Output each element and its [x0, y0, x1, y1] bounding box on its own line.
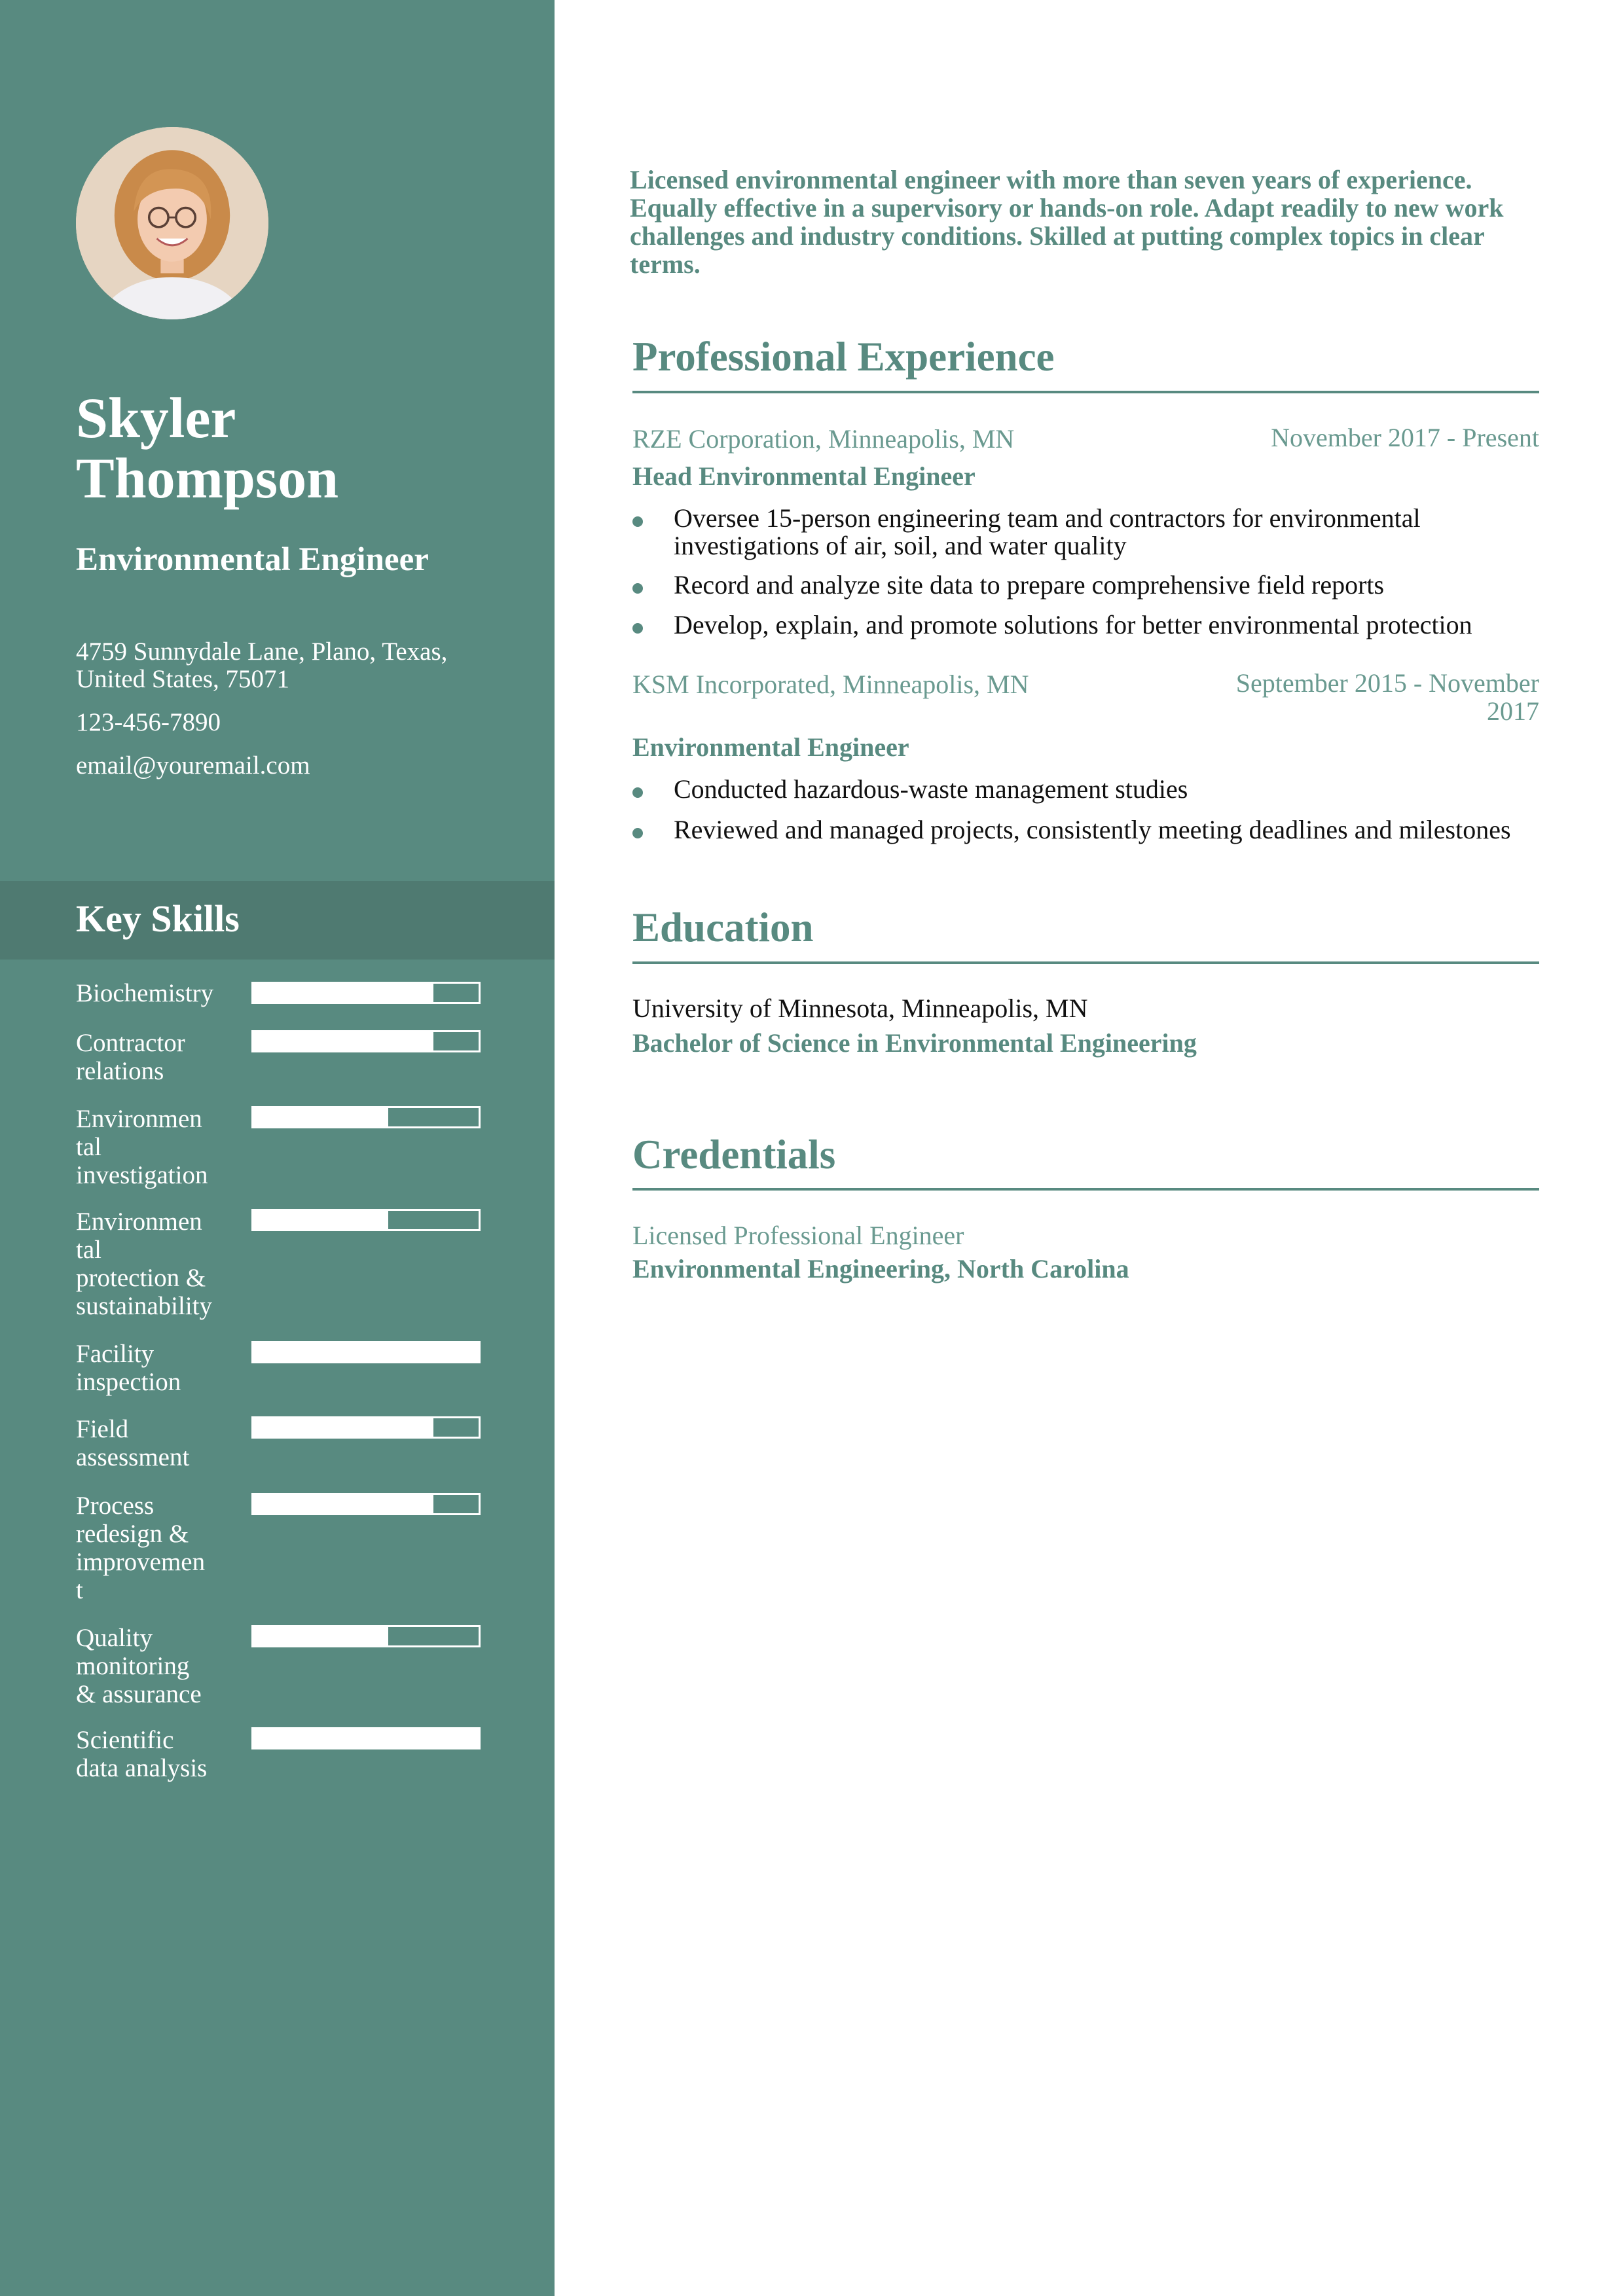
dates-line: 2017 — [1487, 696, 1539, 726]
skill-bar — [251, 1209, 481, 1231]
address-line: United States, 75071 — [76, 665, 290, 693]
skill-bar-fill — [253, 1032, 433, 1050]
skill-label-line: Biochemistry — [76, 979, 214, 1007]
skill-label-line: inspection — [76, 1368, 181, 1396]
bullet-line: Oversee 15-person engineering team and contractors for environmental — [674, 503, 1421, 533]
skill-label-line: monitoring — [76, 1652, 190, 1680]
section-divider — [632, 1188, 1539, 1191]
skill-bar — [251, 1493, 481, 1515]
skill-label-line: redesign & — [76, 1520, 189, 1548]
skill-label-line: Quality — [76, 1624, 153, 1652]
bullet-item — [674, 611, 1544, 639]
company: RZE Corporation, Minneapolis, MN — [632, 424, 1015, 454]
job-title: Environmental Engineer — [632, 732, 909, 762]
bullet-icon — [632, 623, 643, 634]
job-title: Head Environmental Engineer — [632, 461, 976, 491]
skill-bar-fill — [253, 1108, 388, 1126]
bullet-item — [674, 776, 1544, 803]
employment-dates: November 2017 - Present — [1271, 423, 1539, 452]
skill-label — [76, 979, 240, 1007]
portrait-image — [76, 127, 268, 319]
phone: 123-456-7890 — [76, 708, 221, 736]
experience-title: Professional Experience — [632, 334, 1055, 380]
skill-label-line: improvemen — [76, 1548, 206, 1576]
skill-label-line: data analysis — [76, 1754, 208, 1782]
skill-label — [76, 1029, 240, 1085]
address — [76, 638, 495, 693]
bullet-line: Reviewed and managed projects, consistently meeting deadlines and milestones — [674, 815, 1511, 844]
skill-label-line: relations — [76, 1057, 164, 1085]
skill-bar — [251, 982, 481, 1004]
candidate-name — [76, 389, 534, 509]
skill-label-line: Process — [76, 1492, 155, 1520]
bullet-item — [674, 505, 1544, 560]
skill-label-line: Environmen — [76, 1105, 202, 1133]
section-divider — [632, 961, 1539, 964]
company: KSM Incorporated, Minneapolis, MN — [632, 670, 1029, 699]
bullet-icon — [632, 583, 643, 594]
bullet-icon — [632, 828, 643, 838]
skill-label-line: protection & — [76, 1264, 206, 1292]
bullet-icon — [632, 787, 643, 798]
credential-detail: Environmental Engineering, North Carolina — [632, 1254, 1129, 1283]
credential-name: Licensed Professional Engineer — [632, 1221, 964, 1250]
skill-label — [76, 1726, 240, 1782]
sidebar — [0, 0, 555, 2296]
dates-line: September 2015 - November — [1235, 668, 1539, 698]
skill-label — [76, 1624, 240, 1708]
professional-summary — [630, 166, 1559, 278]
skill-bar — [251, 1106, 481, 1128]
skill-label-line: Environmen — [76, 1208, 202, 1236]
bullet-item — [674, 816, 1544, 844]
bullet-item — [674, 571, 1544, 599]
employment-dates — [1165, 669, 1539, 725]
email: email@youremail.com — [76, 751, 310, 780]
skill-label-line: Facility — [76, 1340, 155, 1368]
skill-bar-fill — [253, 1418, 433, 1437]
skill-bar — [251, 1341, 481, 1363]
summary-line: terms. — [630, 249, 701, 279]
section-divider — [632, 391, 1539, 393]
last-name: Thompson — [76, 447, 339, 511]
education-title: Education — [632, 905, 814, 950]
skill-label-line: sustainability — [76, 1292, 212, 1320]
skill-label — [76, 1340, 240, 1396]
skill-label-line: tal — [76, 1133, 101, 1161]
credentials-title: Credentials — [632, 1132, 836, 1177]
skills-header — [0, 881, 555, 960]
skill-label-line: investigation — [76, 1161, 208, 1189]
degree: Bachelor of Science in Environmental Engineering — [632, 1028, 1197, 1058]
skill-label — [76, 1105, 240, 1189]
summary-line: Licensed environmental engineer with more than seven years of experience. — [630, 165, 1472, 194]
first-name: Skyler — [76, 387, 236, 450]
skills-title: Key Skills — [76, 897, 240, 940]
bullet-line: investigations of air, soil, and water quality — [674, 531, 1127, 560]
skill-bar — [251, 1727, 481, 1749]
skill-bar — [251, 1625, 481, 1647]
skill-bar-fill — [253, 1627, 388, 1645]
skill-label — [76, 1415, 240, 1471]
school: University of Minnesota, Minneapolis, MN — [632, 994, 1088, 1023]
skill-bar-fill — [253, 1729, 479, 1748]
skill-bar-fill — [253, 984, 433, 1002]
skill-label-line: t — [76, 1576, 83, 1604]
skill-label-line: Contractor — [76, 1029, 185, 1057]
bullet-line: Record and analyze site data to prepare comprehensive field reports — [674, 570, 1385, 600]
skill-label-line: tal — [76, 1236, 101, 1264]
skill-bar — [251, 1416, 481, 1439]
skill-label — [76, 1208, 240, 1320]
skill-bar — [251, 1030, 481, 1052]
skill-bar-fill — [253, 1495, 433, 1513]
skill-label-line: & assurance — [76, 1680, 202, 1708]
bullet-icon — [632, 516, 643, 527]
bullet-line: Develop, explain, and promote solutions for better environmental protection — [674, 610, 1472, 639]
skill-label-line: Scientific — [76, 1726, 174, 1754]
profile-photo — [76, 127, 268, 319]
job-role: Environmental Engineer — [76, 541, 429, 578]
skill-label — [76, 1492, 240, 1604]
summary-line: challenges and industry conditions. Skilled at putting complex topics in clear — [630, 221, 1485, 251]
summary-line: Equally effective in a supervisory or hands-on role. Adapt readily to new work — [630, 193, 1504, 223]
address-line: 4759 Sunnydale Lane, Plano, Texas, — [76, 637, 448, 666]
skill-bar-fill — [253, 1211, 388, 1229]
bullet-line: Conducted hazardous-waste management studies — [674, 774, 1188, 804]
skill-label-line: Field — [76, 1415, 129, 1443]
skill-label-line: assessment — [76, 1443, 190, 1471]
skill-bar-fill — [253, 1343, 479, 1361]
